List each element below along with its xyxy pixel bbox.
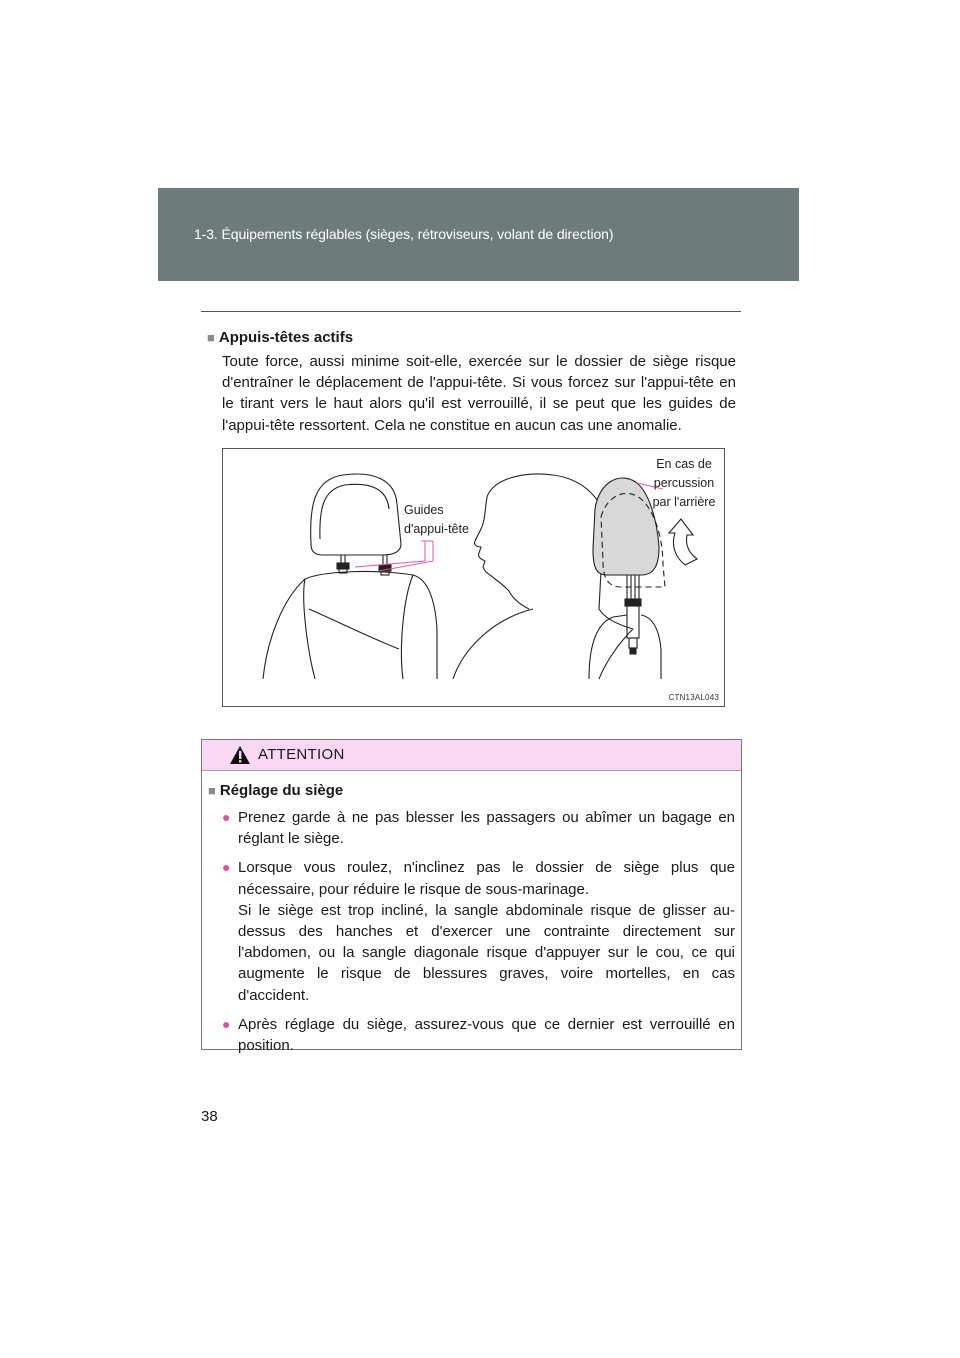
warning-header: [202, 740, 741, 771]
label-rear-impact: En cas de percussion par l'arrière: [652, 457, 716, 509]
warning-item: ● Après réglage du siège, assurez-vous que ce dernier est verrouillé en position.: [222, 1015, 735, 1055]
warning-subtitle: ■ Réglage du siège: [208, 782, 344, 799]
section-title: [207, 329, 353, 346]
warning-list: [222, 807, 735, 1064]
warning-item: ● Lorsque vous roulez, n'inclinez pas le dossier de siège plus que nécessaire, pour réduire le risque de sous-marinage. Si le siège est trop incliné, la sangle abdominale risque de glisser au-dessus des hanches et d'exercer une contrainte directement sur l'abdomen, ou la sangle diagonale risque d'appuyer sur le cou, ce qui augmente le risque de blessures graves, voire mortelles, en cas d'accident.: [222, 859, 735, 1004]
square-bullet-icon: ■: [208, 783, 216, 798]
circle-bullet-icon: ●: [222, 809, 231, 825]
warning-triangle-icon: [229, 745, 251, 765]
left-seatback: [263, 572, 437, 679]
section-title-text: Appuis-têtes actifs: [218, 329, 354, 346]
upward-arrow-icon: [669, 519, 697, 565]
circle-bullet-icon: ●: [222, 859, 231, 876]
breadcrumb: 1-3. Équipements réglables (sièges, rétroviseurs, volant de direction): [194, 226, 614, 242]
divider: [201, 311, 741, 312]
warning-item: ● Prenez garde à ne pas blesser les passagers ou abîmer un bagage en réglant le siège.: [222, 809, 735, 848]
headrest-illustration: [222, 448, 725, 707]
square-bullet-icon: ■: [207, 330, 215, 345]
page-number: 38: [201, 1108, 218, 1125]
warning-box: [201, 739, 742, 1055]
figure-code: CTN13AL043: [668, 693, 719, 702]
section-body: Toute force, aussi minime soit-elle, exercée sur le dossier de siège risque d'entraîner le déplacement de l'appui-tête. Si vous forcez sur l'appui-tête en le tirant vers le haut alors qu'il est verrouillé, il se peut que les guides de l'appui-tête ressortent. Cela ne constitue en aucun cas une anomalie.: [222, 353, 736, 434]
warning-title: ATTENTION: [258, 746, 345, 763]
circle-bullet-icon: ●: [222, 1015, 231, 1032]
label-headrest-guides: Guides d'appui-tête: [404, 503, 469, 536]
header-band: [158, 188, 799, 281]
left-headrest: [311, 474, 401, 555]
